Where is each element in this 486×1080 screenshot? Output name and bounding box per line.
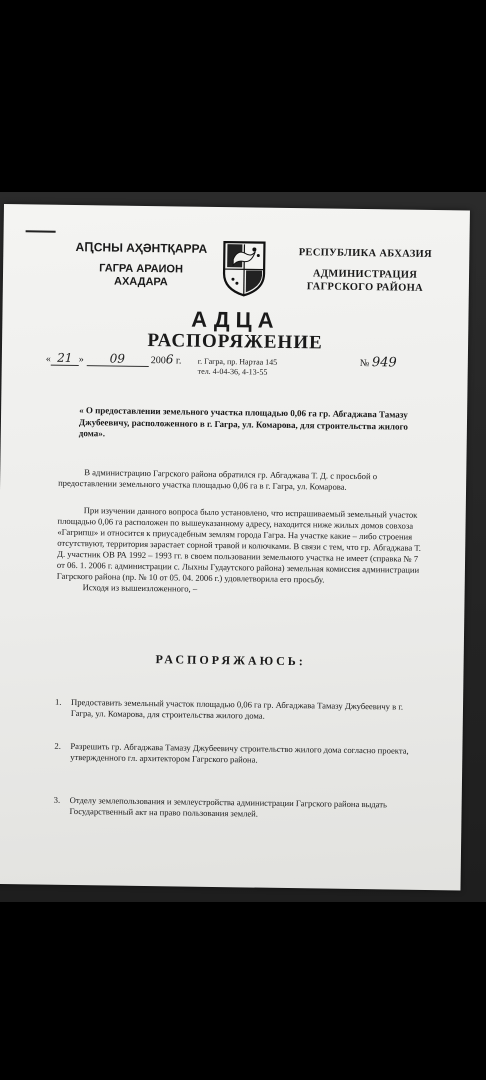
order-item-number: 1. bbox=[54, 696, 62, 707]
header-abkhaz bbox=[61, 241, 222, 290]
header-left-line3: АХАДАРА bbox=[113, 275, 168, 289]
address-line2: тел. 4-04-36, 4-13-55 bbox=[197, 366, 268, 377]
document-date: « 21 » 09 2006 г. bbox=[45, 350, 182, 367]
order-item-number: 2. bbox=[54, 740, 61, 751]
address-line1: г. Гагра, пр. Нартаа 145 bbox=[197, 356, 278, 367]
date-year-digit: 6 bbox=[165, 352, 174, 367]
subject-line: « О предоставлении земельного участка площадью 0,06 га гр. Абгаджава Тамазу Джубеевичу, расположенного в г. Гагра, ул. Комарова, для строительства жилого дома». bbox=[78, 405, 408, 439]
document-number bbox=[360, 355, 397, 371]
order-item-text: Разрешить гр. Абгаджава Тамазу Джубеевичу строительство жилого дома согласно проекта, утвержденного гл. архитектором Гагрского района. bbox=[70, 740, 409, 765]
order-item bbox=[53, 795, 423, 822]
order-item-number: 3. bbox=[53, 794, 61, 805]
paragraph-2-block bbox=[57, 505, 428, 598]
paragraph-3: Исходя из вышеизложенного, – bbox=[82, 582, 198, 594]
title-abkhaz: АДЦА bbox=[191, 306, 280, 333]
address-block bbox=[198, 357, 278, 378]
header-right-line2: АДМИНИСТРАЦИЯ bbox=[312, 268, 418, 281]
order-item bbox=[54, 741, 424, 768]
date-month: 09 bbox=[86, 351, 148, 367]
paragraph-1: В администрацию Гагрского района обратился гр. Абгаджава Т. Д. с просьбой о предоставлении земельного участка площадью 0,06 га в г. Гагра, ул. Комарова. bbox=[58, 467, 378, 492]
date-year-prefix: 200 bbox=[150, 355, 166, 367]
header-right-line1: РЕСПУБЛИКА АБХАЗИЯ bbox=[298, 247, 433, 260]
corner-dash bbox=[26, 230, 56, 232]
header-russian bbox=[285, 246, 446, 295]
date-suffix: г. bbox=[175, 355, 182, 367]
order-item-text: Отделу землепользования и землеустройства администрации Гагрского района выдать Государственный акт на право пользования землей. bbox=[69, 794, 388, 819]
number-prefix: № bbox=[359, 357, 370, 370]
document-sheet bbox=[0, 204, 470, 890]
paragraph-2: При изучении данного вопроса было установлено, что испрашиваемый земельный участок площадью 0,06 га расположен по вышеуказанному адресу, находится ниже жилых домов совхоза «Гагрипш» и относится к приусадебным землям города Гагра. На участке какие – либо строения отсутствуют, территория зарастает сорной травой и колючками. В связи с тем, что гр. Абгаджава Т. Д. участник ОВ РА 1992 – 1993 гг. в своем пользовании земельного участка не имеет (справка № 7 от 06. 1. 2006 г. администрации с. Лыхны Гудаутского района) земельная комиссия администрации Гагрского района (пр. № 10 от 05. 04. 2006 г.) удовлетворила его просьбу. bbox=[56, 505, 421, 585]
order-item bbox=[55, 697, 425, 724]
order-heading: РАСПОРЯЖАЮСЬ: bbox=[155, 652, 306, 669]
order-item-text: Предоставить земельный участок площадью 0,06 га гр. Абгаджава Тамазу Джубеевичу в г. Гагра, ул. Комарова, для строительства жилого дома. bbox=[70, 696, 404, 721]
number-value: 949 bbox=[371, 355, 397, 371]
title-russian: РАСПОРЯЖЕНИЕ bbox=[147, 330, 323, 354]
date-day: 21 bbox=[51, 351, 79, 366]
header-left-line1: АԤСНЫ АҲӘНТҚАРРА bbox=[75, 240, 208, 256]
header-right-line3: ГАГРСКОГО РАЙОНА bbox=[306, 281, 424, 294]
abkhazia-coat-of-arms-icon bbox=[221, 239, 268, 298]
header-left-line2: ГАГРА АРАИОН bbox=[99, 262, 184, 276]
